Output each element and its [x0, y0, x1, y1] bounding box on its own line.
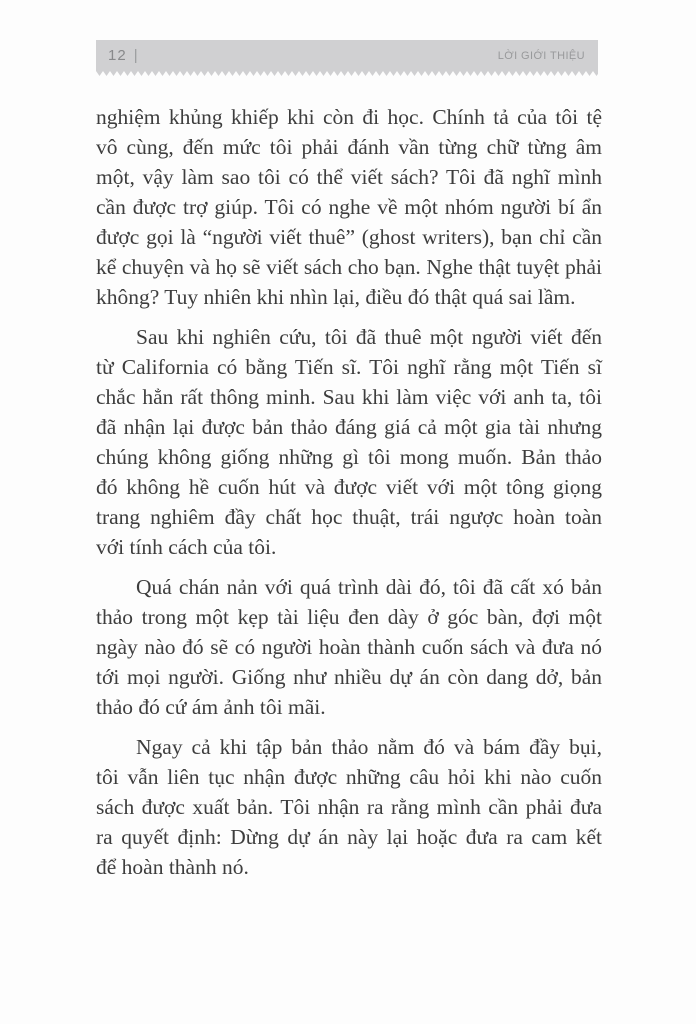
text-line: không? Tuy nhiên khi nhìn lại, điều đó thật quá sai lầm.	[96, 285, 576, 309]
text-line: thảo đó cứ ám ảnh tôi mãi.	[96, 695, 326, 719]
text-line: đã nhận lại được bản thảo đáng giá cả một gia tài nhưng	[96, 415, 602, 439]
perforated-edge-decoration	[96, 71, 598, 76]
text-line: chúng không giống những gì tôi mong muốn. Bản thảo	[96, 445, 602, 469]
header-separator: |	[133, 47, 139, 64]
text-line: được gọi là “người viết thuê” (ghost writers), bạn chỉ cần	[96, 225, 602, 249]
text-line: tôi vẫn liên tục nhận được những câu hỏi khi nào cuốn	[96, 765, 602, 789]
text-line: Ngay cả khi tập bản thảo nằm đó và bám đầy bụi,	[136, 735, 602, 759]
text-line: nghiệm khủng khiếp khi còn đi học. Chính tả của tôi tệ	[96, 105, 602, 129]
paragraph	[96, 572, 602, 722]
body-text	[96, 102, 602, 892]
page-number	[108, 47, 139, 64]
text-line: tới mọi người. Giống như nhiều dự án còn dang dở, bản	[96, 665, 602, 689]
text-line: từ California có bằng Tiến sĩ. Tôi nghĩ rằng một Tiến sĩ	[96, 355, 602, 379]
text-line: cần được trợ giúp. Tôi có nghe về một nhóm người bí ẩn	[96, 195, 602, 219]
text-line: để hoàn thành nó.	[96, 855, 249, 879]
text-line: Quá chán nản với quá trình dài đó, tôi đã cất xó bản	[136, 575, 602, 599]
paragraph	[96, 322, 602, 562]
text-line: ngày nào đó sẽ có người hoàn thành cuốn sách và đưa nó	[96, 635, 602, 659]
text-line: thảo trong một kẹp tài liệu đen dày ở góc bàn, đợi một	[96, 605, 602, 629]
text-line: đó không hề cuốn hút và được viết với một tông giọng	[96, 475, 602, 499]
text-line: chắc hẳn rất thông minh. Sau khi làm việc với anh ta, tôi	[96, 385, 602, 409]
text-line: với tính cách của tôi.	[96, 535, 277, 559]
text-line: trang nghiêm đầy chất học thuật, trái ngược hoàn toàn	[96, 505, 602, 529]
page-header	[96, 40, 598, 71]
text-line: kể chuyện và họ sẽ viết sách cho bạn. Nghe thật tuyệt phải	[96, 255, 602, 279]
text-line: một, vậy làm sao tôi có thể viết sách? Tôi đã nghĩ mình	[96, 165, 602, 189]
text-line: sách được xuất bản. Tôi nhận ra rằng mình cần phải đưa	[96, 795, 602, 819]
text-line: ra quyết định: Dừng dự án này lại hoặc đưa ra cam kết	[96, 825, 602, 849]
text-line: vô cùng, đến mức tôi phải đánh vần từng chữ từng âm	[96, 135, 602, 159]
page-number-value: 12	[108, 47, 127, 64]
running-title: LỜI GIỚI THIỆU	[497, 49, 585, 62]
paragraph	[96, 102, 602, 312]
text-line: Sau khi nghiên cứu, tôi đã thuê một người viết đến	[136, 325, 602, 349]
paragraph	[96, 732, 602, 882]
